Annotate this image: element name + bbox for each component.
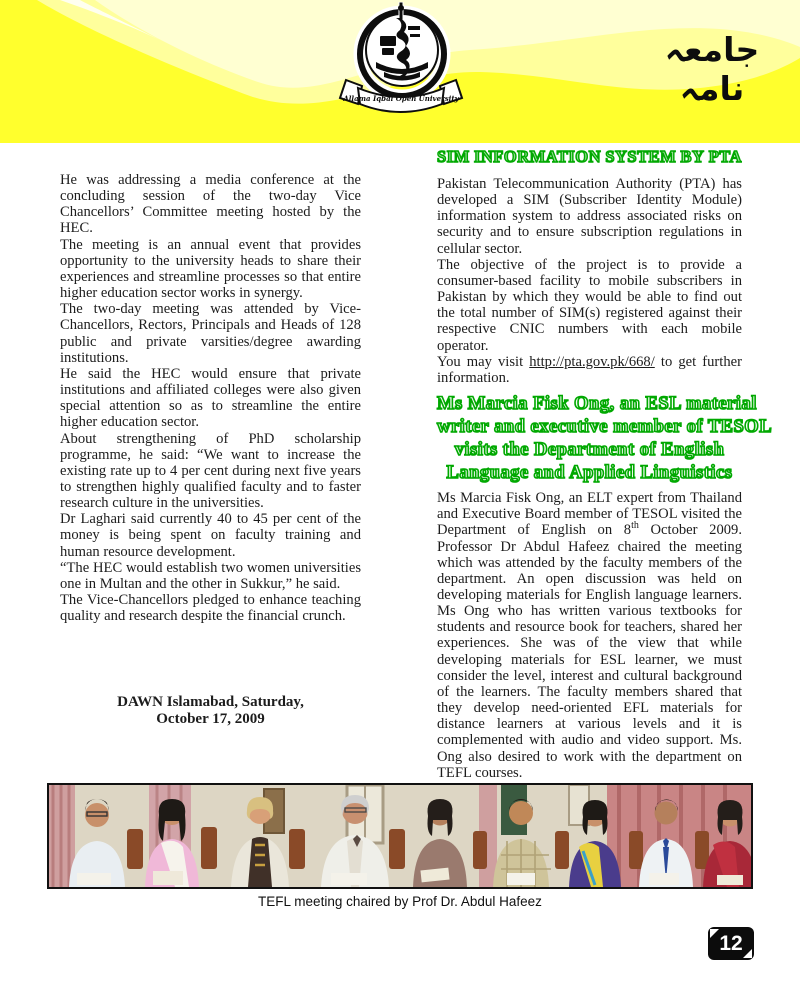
article-paragraph: Pakistan Telecommunication Authority (PTA) has developed a SIM (Subscriber Identity Module) information system to address associated risks on security and to ensure subscription regulations in cellular sector.	[437, 176, 742, 257]
badge-corner-decoration	[710, 929, 719, 938]
tesol-article-heading	[437, 393, 773, 485]
page-number-badge	[708, 927, 754, 960]
heading-line: Ms Marcia Fisk Ong, an ESL material	[437, 394, 757, 415]
article-paragraph: The objective of the project is to provide a consumer-based facility to mobile subscribers in Pakistan by which they would be able to find out the total number of SIM(s) registered against their respective CNIC numbers with each mobile operator.	[437, 256, 742, 354]
article-text: October 2009. Professor Dr Abdul Hafeez chaired the meeting which was attended by the faculty members of the department. An open discussion was held on developing materials for English language learners. Ms Ong who has written various textbooks for students and resource book for teachers, shared her experiences. She was of the view that while developing materials for ESL learner, we must consider the level, interest and cultural background of the learners. The faculty members shared that they develop need-oriented EFL materials for distance learners at various levels and it is complemented with audio and video support. Ms. Ong also desired to work with the department on TEFL courses.	[437, 522, 742, 781]
article-paragraph-with-sup	[437, 490, 742, 781]
heading-word: BY	[680, 147, 705, 166]
heading-line: Language and Applied Linguistics	[446, 463, 733, 484]
heading-word: SIM	[437, 147, 470, 166]
article-paragraph: He was addressing a media conference at the concluding session of the two-day Vice Chancellors’ Committee meeting hosted by the HEC.	[60, 172, 361, 237]
meeting-photo	[47, 783, 753, 889]
left-article-column	[60, 172, 361, 624]
article-paragraph: Dr Laghari said currently 40 to 45 per cent of the money is being spent on faculty training and human resource development.	[60, 511, 361, 560]
heading-line: writer and executive member of TESOL	[437, 417, 773, 438]
right-article-column	[437, 147, 773, 781]
logo-banner-text: Allama Iqbal Open University	[343, 94, 459, 103]
university-logo	[336, 2, 466, 126]
heading-line: visits the Department of English	[454, 440, 725, 461]
masthead	[0, 0, 800, 143]
article-paragraph-with-link	[437, 354, 742, 386]
superscript-th: th	[631, 520, 639, 532]
heading-word: INFORMATION	[473, 147, 602, 166]
visit-text-post: to get further information.	[437, 353, 742, 386]
article-paragraph: About strengthening of PhD scholarship programme, he said: “We want to increase the existing rate up to 4 per cent during next five years to strengthen highly qualified faculty and to faster research culture in the universities.	[60, 430, 361, 512]
visit-text-pre: You may visit	[437, 353, 530, 370]
article-paragraph: The Vice-Chancellors pledged to enhance teaching quality and research despite the financial crunch.	[60, 592, 361, 625]
article-paragraph: The meeting is an annual event that provides opportunity to the university heads to share their experiences and streamline processes so that entire higher education sector works in synergy.	[60, 236, 361, 302]
badge-corner-decoration	[743, 949, 752, 958]
heading-word: PTA	[708, 147, 742, 166]
article-paragraph: The two-day meeting was attended by Vice-Chancellors, Rectors, Principals and Heads of 128 public and private varsities/degree awarding institutions.	[60, 301, 361, 366]
pta-link[interactable]: http://pta.gov.pk/668/	[529, 353, 655, 370]
masthead-title-urdu: جامعہ نامہ	[664, 30, 760, 108]
photo-caption: TEFL meeting chaired by Prof Dr. Abdul Hafeez	[258, 894, 542, 909]
heading-word: SYSTEM	[605, 147, 677, 166]
article-paragraph: “The HEC would establish two women universities one in Multan and the other in Sukkur,” he said.	[60, 559, 361, 592]
page-number: 12	[719, 931, 743, 955]
attribution-line: October 17, 2009	[156, 711, 265, 727]
article-text: Ms Marcia Fisk Ong, an ELT expert from Thailand and Executive Board member of TESOL visited the Department of English on 8	[437, 490, 742, 539]
attribution-line: DAWN Islamabad, Saturday,	[117, 694, 304, 710]
meeting-photo-art	[49, 785, 751, 887]
sim-article-heading	[437, 147, 742, 166]
source-attribution	[60, 694, 361, 728]
article-paragraph: He said the HEC would ensure that private institutions and affiliated colleges were also given special attention so as to streamline the entire higher education sector.	[60, 365, 361, 431]
